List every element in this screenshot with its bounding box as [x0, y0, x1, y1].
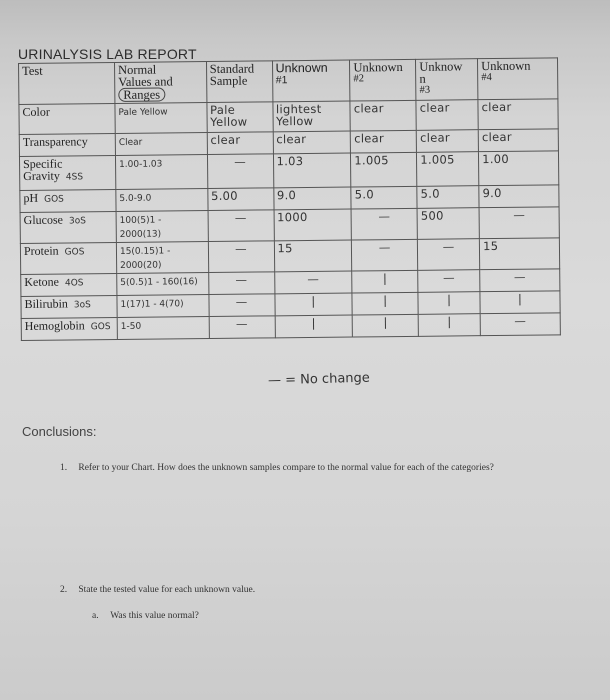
cell-test: [20, 242, 116, 274]
test-name: Ketone: [24, 274, 60, 289]
handwritten-entry: —: [378, 240, 391, 255]
handwritten-entry: —: [234, 210, 247, 225]
handwritten-entry: 1.005: [420, 152, 455, 167]
cell-standard-sample: [207, 102, 273, 133]
cell-unknown-1: [274, 209, 352, 241]
cell-unknown-2: [352, 270, 418, 293]
cell-unknown-2: [350, 100, 416, 131]
handwritten-entry: 5.0: [354, 187, 375, 202]
header-unknown-3: Unknow n #3: [416, 59, 478, 101]
report-title: URINALYSIS LAB REPORT: [18, 46, 197, 62]
cell-unknown-4: [479, 151, 559, 186]
cell-unknown-1: [273, 187, 351, 210]
cell-test: [20, 189, 116, 212]
cell-unknown-2: [351, 152, 417, 187]
handwritten-entry: 15: [277, 241, 293, 256]
test-name: Protein: [23, 243, 59, 258]
handwritten-entry: 500: [420, 208, 444, 223]
test-handwritten-note: GOS: [90, 322, 111, 333]
handwritten-entry: |: [311, 315, 316, 330]
cell-standard-sample: [207, 188, 273, 211]
cell-test: [21, 295, 117, 318]
cell-unknown-3: [416, 100, 478, 131]
test-name: Specific Gravity: [22, 156, 63, 183]
test-name: Color: [22, 104, 50, 119]
test-name: Hemoglobin: [24, 318, 85, 333]
cell-unknown-3: [417, 152, 479, 187]
cell-normal-value: [115, 155, 207, 190]
handwritten-entry: |: [447, 292, 452, 307]
handwritten-entry: Pale Yellow: [118, 107, 168, 118]
header-normal-values: Normal Values and Ranges: [114, 62, 206, 104]
cell-normal-value: [115, 103, 207, 134]
handwritten-entry: clear: [419, 100, 450, 115]
cell-standard-sample: [208, 241, 274, 273]
handwritten-entry: 1.03: [276, 154, 304, 169]
test-handwritten-note: 3oS: [68, 216, 86, 227]
handwritten-entry: clear: [353, 101, 384, 116]
handwritten-entry: |: [311, 293, 316, 308]
cell-standard-sample: [207, 132, 273, 155]
no-change-note: — = No change: [267, 370, 370, 389]
test-name: Bilirubin: [24, 296, 68, 311]
handwritten-entry: 5(0.5)1 - 160(16): [120, 277, 198, 288]
cell-test: [21, 317, 117, 340]
header-test: Test: [19, 62, 115, 104]
handwritten-entry: —: [378, 209, 391, 224]
cell-unknown-4: [478, 129, 558, 152]
handwritten-entry: —: [513, 207, 526, 222]
cell-unknown-2: [351, 130, 417, 153]
handwritten-entry: clear: [210, 132, 241, 147]
question-2a: [92, 610, 199, 623]
cell-unknown-1: [275, 315, 353, 338]
question-2a-text: Was this value normal?: [110, 611, 199, 621]
cell-unknown-3: [418, 292, 480, 315]
handwritten-entry: 1.00-1.03: [118, 159, 163, 170]
handwritten-entry: 1-50: [120, 321, 142, 332]
handwritten-entry: —: [514, 313, 527, 328]
question-2-text: State the tested value for each unknown value.: [78, 585, 256, 595]
test-name: Transparency: [22, 134, 88, 149]
handwritten-entry: clear: [481, 99, 512, 115]
handwritten-entry: —: [307, 271, 320, 286]
table-row: [19, 151, 558, 191]
question-2a-letter: a.: [92, 611, 99, 621]
header-standard-sample: Standard Sample: [206, 61, 272, 103]
header-unknown-2: Unknown #2: [350, 59, 416, 101]
handwritten-entry: clear: [481, 129, 512, 145]
cell-unknown-1: [273, 153, 351, 188]
handwritten-entry: 5.0: [420, 186, 440, 201]
handwritten-entry: |: [383, 293, 388, 308]
cell-unknown-2: [352, 239, 418, 271]
cell-unknown-3: [416, 130, 478, 153]
handwritten-entry: —: [235, 241, 248, 256]
header-unknown-1: Unknown #1: [272, 60, 350, 102]
cell-unknown-2: [351, 208, 417, 240]
cell-unknown-4: [478, 99, 558, 130]
handwritten-entry: —: [442, 239, 455, 254]
test-handwritten-note: GOS: [44, 194, 64, 205]
cell-standard-sample: [209, 294, 275, 317]
cell-normal-value: [115, 133, 207, 156]
handwritten-entry: 15: [483, 238, 499, 254]
cell-normal-value: [116, 189, 208, 212]
handwritten-entry: Clear: [118, 137, 143, 148]
question-2: [60, 584, 255, 597]
cell-unknown-4: [479, 207, 559, 239]
test-handwritten-note: 3oS: [73, 300, 91, 311]
table-row: [21, 313, 560, 341]
cell-unknown-2: [351, 186, 417, 209]
cell-test: [19, 155, 115, 190]
cell-standard-sample: [207, 154, 273, 189]
cell-test: [20, 211, 116, 243]
header-unknown-4: Unknown #4: [478, 58, 558, 100]
cell-unknown-2: [352, 292, 418, 315]
question-2-number: 2.: [60, 585, 68, 595]
handwritten-entry: 100(5)1 - 2000(13): [119, 215, 162, 240]
urinalysis-table: [18, 57, 561, 341]
handwritten-entry: lightest Yellow: [275, 101, 322, 129]
cell-unknown-1: [274, 293, 352, 316]
handwritten-entry: —: [235, 294, 248, 309]
handwritten-entry: |: [382, 271, 388, 286]
cell-unknown-3: [417, 208, 479, 240]
handwritten-entry: —: [234, 154, 247, 169]
handwritten-entry: |: [447, 314, 452, 329]
handwritten-entry: —: [235, 272, 248, 287]
cell-standard-sample: [208, 272, 274, 295]
cell-normal-value: [116, 242, 208, 274]
cell-unknown-1: [274, 271, 352, 294]
cell-unknown-2: [353, 314, 419, 337]
conclusions-heading: Conclusions:: [22, 424, 97, 439]
cell-normal-value: [117, 317, 209, 340]
handwritten-entry: 15(0.15)1 - 2000(20): [119, 246, 171, 271]
handwritten-entry: —: [442, 270, 455, 285]
handwritten-entry: 1(17)1 - 4(70): [120, 299, 184, 310]
handwritten-entry: clear: [354, 131, 385, 146]
cell-unknown-4: [480, 291, 560, 314]
handwritten-entry: —: [513, 269, 526, 284]
cell-unknown-4: [480, 269, 560, 292]
cell-unknown-4: [480, 313, 560, 336]
question-1-text: Refer to your Chart. How does the unknown samples compare to the normal value for each of the categories?: [78, 463, 494, 473]
test-handwritten-note: GOS: [64, 247, 85, 258]
cell-unknown-1: [273, 131, 351, 154]
cell-unknown-4: [480, 238, 560, 270]
test-handwritten-note: 4SS: [65, 172, 84, 183]
test-name: pH: [23, 190, 39, 205]
cell-unknown-4: [479, 185, 559, 208]
question-1: [60, 462, 540, 475]
handwritten-entry: 9.0: [482, 185, 502, 201]
question-1-number: 1.: [60, 463, 68, 473]
handwritten-entry: 1.00: [482, 151, 510, 167]
cell-standard-sample: [209, 316, 275, 339]
cell-unknown-3: [418, 270, 480, 293]
cell-test: [21, 273, 117, 296]
handwritten-entry: 1000: [277, 209, 308, 225]
handwritten-entry: 5.0-9.0: [119, 193, 152, 204]
handwritten-entry: clear: [276, 131, 307, 147]
table-body: [19, 99, 560, 341]
test-name: Glucose: [23, 212, 64, 227]
cell-unknown-3: [418, 314, 480, 337]
cell-unknown-1: [274, 240, 352, 272]
handwritten-entry: Pale Yellow: [210, 102, 248, 129]
test-handwritten-note: 4OS: [64, 278, 84, 289]
table-header-row: [19, 58, 558, 105]
cell-unknown-3: [418, 239, 480, 271]
handwritten-entry: 1.005: [354, 153, 389, 168]
handwritten-entry: |: [517, 291, 523, 306]
handwritten-entry: 5.00: [210, 188, 238, 203]
cell-normal-value: [117, 295, 209, 318]
cell-test: [19, 133, 115, 156]
handwritten-entry: —: [235, 316, 248, 331]
cell-normal-value: [116, 211, 208, 243]
cell-test: [19, 103, 115, 134]
handwritten-entry: |: [383, 315, 388, 330]
handwritten-entry: clear: [419, 130, 451, 145]
cell-standard-sample: [208, 210, 274, 242]
handwritten-entry: 9.0: [276, 188, 297, 203]
cell-normal-value: [117, 273, 209, 296]
cell-unknown-1: [272, 101, 350, 132]
cell-unknown-3: [417, 186, 479, 209]
